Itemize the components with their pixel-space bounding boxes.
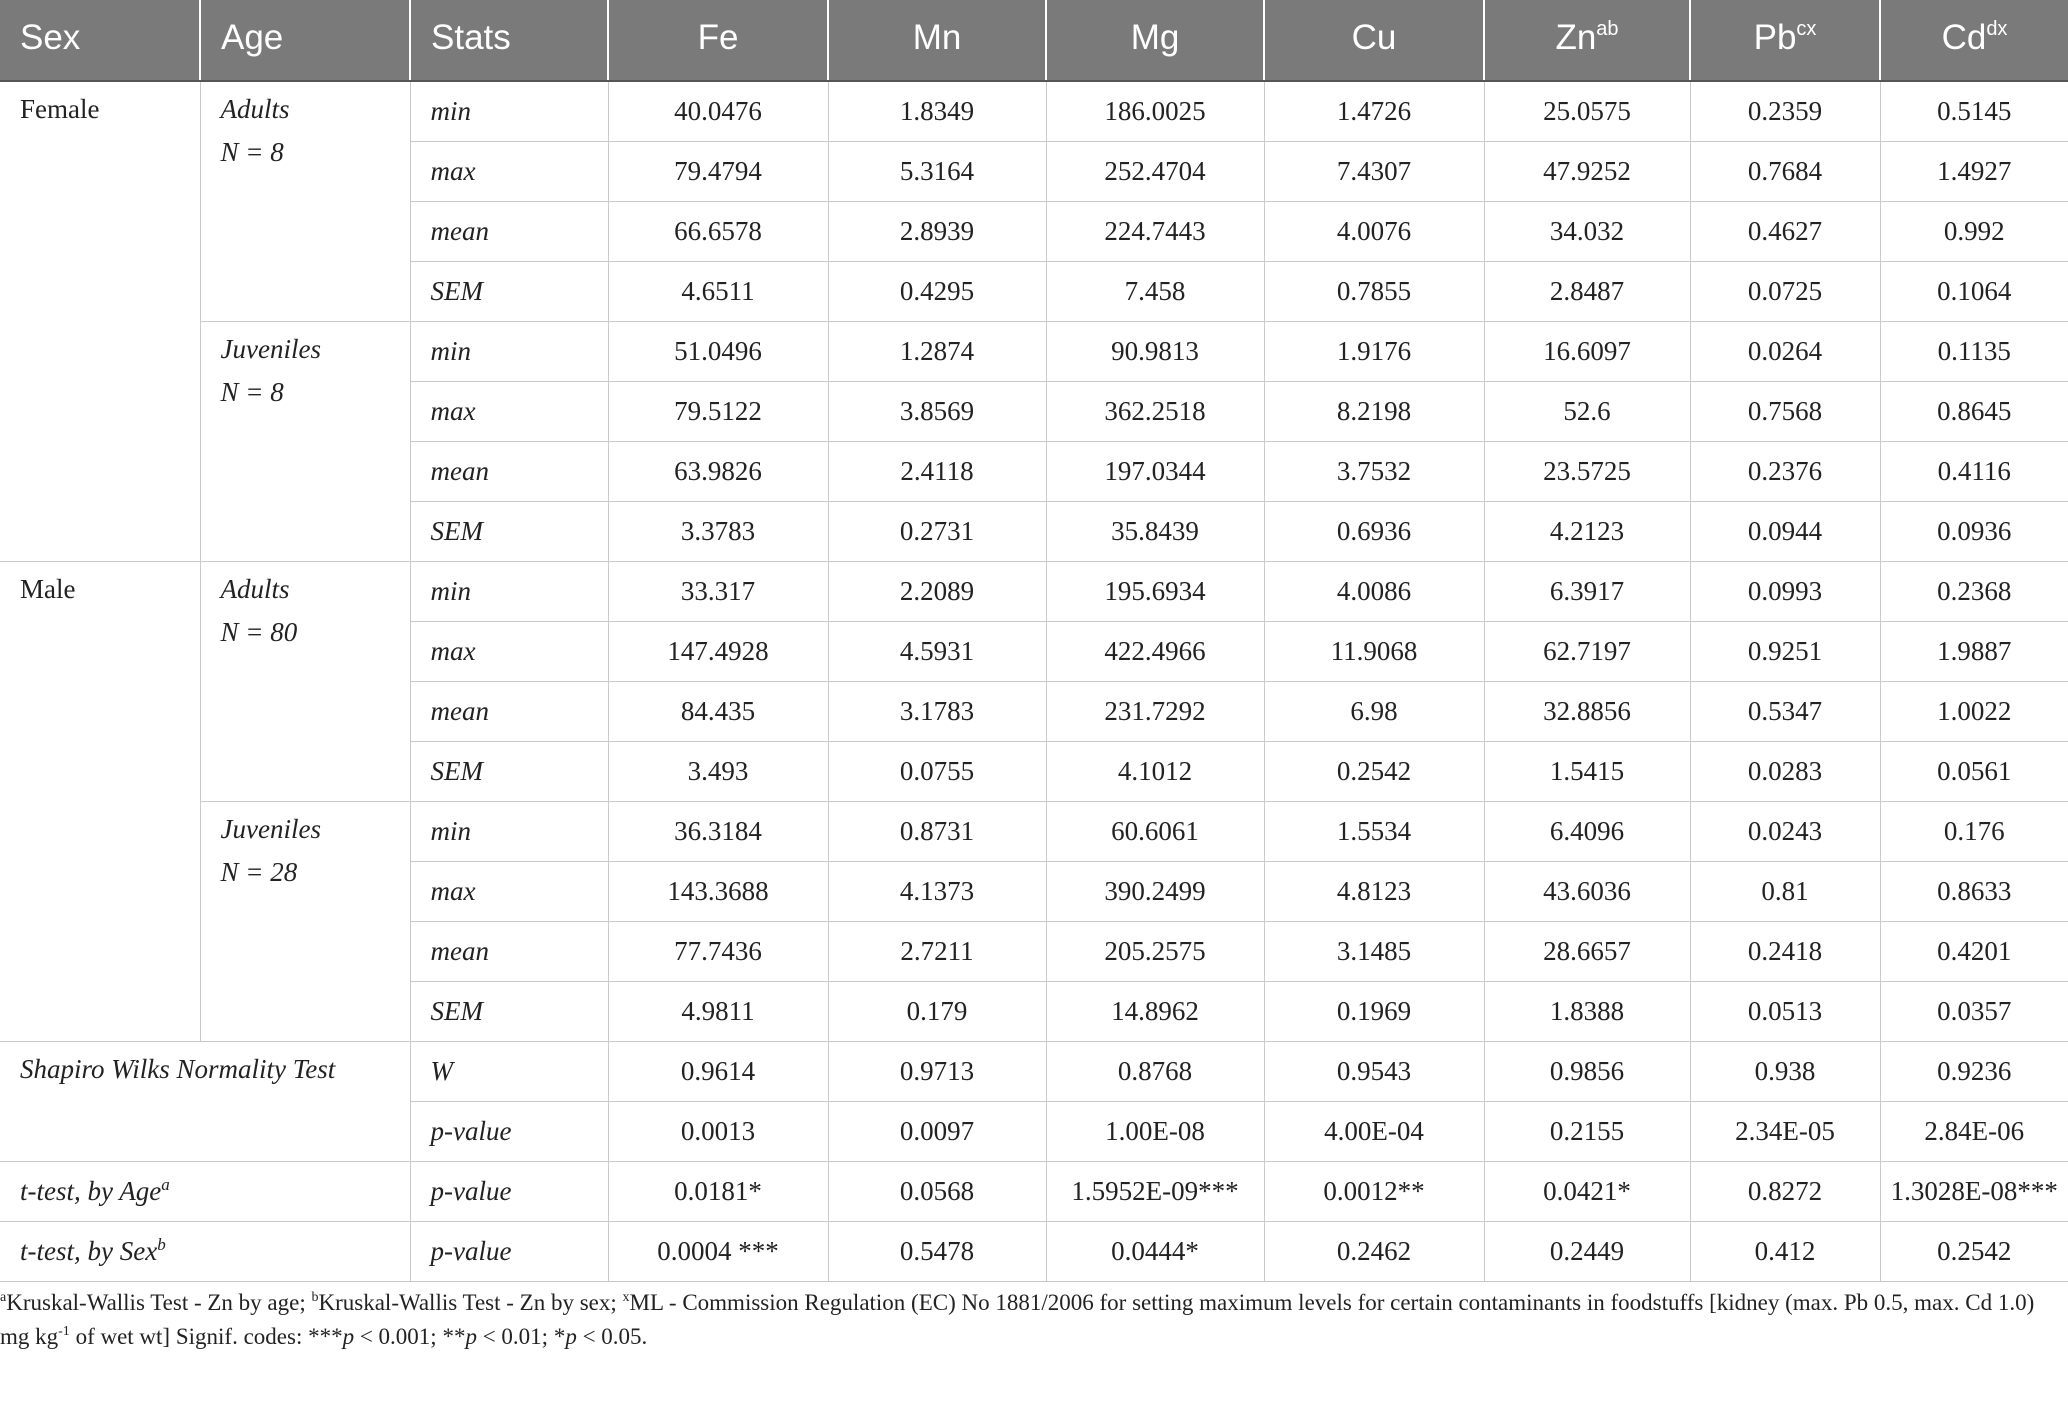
value-cu: 8.2198: [1264, 382, 1484, 442]
value-mn: 4.5931: [828, 622, 1046, 682]
value-mg: 7.458: [1046, 262, 1264, 322]
value-mn: 2.2089: [828, 562, 1046, 622]
sample-size: N = 80: [220, 617, 298, 647]
header-pb-superscript: cx: [1796, 18, 1817, 40]
value-fe: 3.493: [608, 742, 828, 802]
header-mn: Mn: [828, 0, 1046, 81]
signif-code-1-p: p: [342, 1324, 355, 1349]
value-cd: 0.8633: [1880, 862, 2068, 922]
value-zn: 23.5725: [1484, 442, 1690, 502]
ttest-age-label: [0, 1162, 410, 1222]
stat-label: mean: [410, 922, 608, 982]
value-zn: 47.9252: [1484, 142, 1690, 202]
test-name: t-test, by Age: [20, 1176, 162, 1206]
footnote-a-text: Kruskal-Wallis Test - Zn by age;: [6, 1290, 312, 1315]
header-fe: Fe: [608, 0, 828, 81]
value-pb: 0.412: [1690, 1222, 1880, 1282]
footnote-x-marker: x: [622, 1290, 630, 1305]
value-mg: 35.8439: [1046, 502, 1264, 562]
value-pb: 0.2359: [1690, 81, 1880, 142]
stat-label: p-value: [410, 1102, 608, 1162]
value-mg: 362.2518: [1046, 382, 1264, 442]
value-mg: 1.00E-08: [1046, 1102, 1264, 1162]
table-row: [0, 81, 2068, 142]
value-cu: 0.2462: [1264, 1222, 1484, 1282]
footnote-x-text: ML - Commission Regulation (EC) No 1881/2006 for setting maximum levels for certain contaminants in foodstuffs [kidney (max. Pb 0.5, max. Cd 1.0) mg kg: [0, 1290, 2035, 1349]
value-cu: 6.98: [1264, 682, 1484, 742]
value-mg: 0.0444*: [1046, 1222, 1264, 1282]
header-pb-label: Pb: [1753, 18, 1797, 57]
stat-label: p-value: [410, 1222, 608, 1282]
value-pb: 0.938: [1690, 1042, 1880, 1102]
value-fe: 0.0004 ***: [608, 1222, 828, 1282]
age-cell: [200, 802, 410, 1042]
table-row: [0, 1162, 2068, 1222]
stat-label: max: [410, 622, 608, 682]
value-cd: 0.8645: [1880, 382, 2068, 442]
signif-code-3: *: [553, 1324, 566, 1349]
value-zn: 28.6657: [1484, 922, 1690, 982]
sample-size: N = 8: [220, 137, 284, 167]
value-mg: 252.4704: [1046, 142, 1264, 202]
value-cu: 0.7855: [1264, 262, 1484, 322]
value-cd: 2.84E-06: [1880, 1102, 2068, 1162]
value-zn: 0.2449: [1484, 1222, 1690, 1282]
value-mn: 0.0568: [828, 1162, 1046, 1222]
value-cu: 3.1485: [1264, 922, 1484, 982]
value-mg: 1.5952E-09***: [1046, 1162, 1264, 1222]
value-zn: 6.4096: [1484, 802, 1690, 862]
header-stats: Stats: [410, 0, 608, 81]
value-cd: 1.0022: [1880, 682, 2068, 742]
value-mg: 90.9813: [1046, 322, 1264, 382]
value-pb: 0.7568: [1690, 382, 1880, 442]
signif-code-2-threshold: < 0.01;: [476, 1324, 554, 1349]
value-pb: 0.9251: [1690, 622, 1880, 682]
test-name: t-test, by Sex: [20, 1236, 158, 1266]
table-row: [0, 1042, 2068, 1102]
value-mn: 0.0097: [828, 1102, 1046, 1162]
age-label: Adults: [220, 94, 290, 124]
value-cu: 0.1969: [1264, 982, 1484, 1042]
value-fe: 4.9811: [608, 982, 828, 1042]
stat-label: max: [410, 142, 608, 202]
value-cd: 0.2368: [1880, 562, 2068, 622]
header-age: Age: [200, 0, 410, 81]
value-zn: 52.6: [1484, 382, 1690, 442]
value-cu: 0.9543: [1264, 1042, 1484, 1102]
header-sex: Sex: [0, 0, 200, 81]
value-fe: 66.6578: [608, 202, 828, 262]
test-superscript: b: [157, 1235, 166, 1254]
value-zn: 16.6097: [1484, 322, 1690, 382]
value-fe: 77.7436: [608, 922, 828, 982]
value-cu: 7.4307: [1264, 142, 1484, 202]
value-pb: 0.0513: [1690, 982, 1880, 1042]
value-zn: 4.2123: [1484, 502, 1690, 562]
value-cu: 11.9068: [1264, 622, 1484, 682]
value-cu: 3.7532: [1264, 442, 1484, 502]
value-mg: 422.4966: [1046, 622, 1264, 682]
value-fe: 84.435: [608, 682, 828, 742]
age-cell: [200, 81, 410, 322]
value-cd: 0.5145: [1880, 81, 2068, 142]
stat-label: SEM: [410, 742, 608, 802]
header-pb: [1690, 0, 1880, 81]
value-cu: 0.6936: [1264, 502, 1484, 562]
value-mg: 195.6934: [1046, 562, 1264, 622]
value-mn: 3.1783: [828, 682, 1046, 742]
value-mn: 2.7211: [828, 922, 1046, 982]
value-fe: 40.0476: [608, 81, 828, 142]
value-zn: 25.0575: [1484, 81, 1690, 142]
table-footnote: [0, 1282, 2068, 1354]
stat-label: mean: [410, 202, 608, 262]
value-cu: 0.0012**: [1264, 1162, 1484, 1222]
value-fe: 0.0013: [608, 1102, 828, 1162]
value-fe: 147.4928: [608, 622, 828, 682]
value-mn: 2.8939: [828, 202, 1046, 262]
value-pb: 0.0725: [1690, 262, 1880, 322]
value-pb: 0.0993: [1690, 562, 1880, 622]
value-cd: 0.992: [1880, 202, 2068, 262]
value-mn: 1.8349: [828, 81, 1046, 142]
age-label: Adults: [220, 574, 290, 604]
footnote-unit-exponent: -1: [58, 1324, 70, 1339]
footnote-x-text-end: of wet wt] Signif. codes:: [69, 1324, 309, 1349]
value-fe: 3.3783: [608, 502, 828, 562]
value-zn: 1.8388: [1484, 982, 1690, 1042]
stat-label: SEM: [410, 262, 608, 322]
value-fe: 0.9614: [608, 1042, 828, 1102]
value-cu: 4.0086: [1264, 562, 1484, 622]
header-mg: Mg: [1046, 0, 1264, 81]
value-pb: 0.7684: [1690, 142, 1880, 202]
value-mn: 0.9713: [828, 1042, 1046, 1102]
value-mg: 231.7292: [1046, 682, 1264, 742]
table-row: [0, 802, 2068, 862]
sex-cell: Female: [0, 81, 200, 562]
header-zn-label: Zn: [1555, 18, 1597, 57]
stat-label: min: [410, 322, 608, 382]
value-fe: 143.3688: [608, 862, 828, 922]
value-fe: 79.4794: [608, 142, 828, 202]
value-cd: 0.1135: [1880, 322, 2068, 382]
sample-size: N = 28: [220, 857, 298, 887]
value-cd: 1.4927: [1880, 142, 2068, 202]
signif-code-1-threshold: < 0.001;: [354, 1324, 443, 1349]
value-mg: 390.2499: [1046, 862, 1264, 922]
age-label: Juveniles: [220, 334, 321, 364]
table-body: [0, 81, 2068, 1282]
stat-label: p-value: [410, 1162, 608, 1222]
header-cd-label: Cd: [1941, 18, 1987, 57]
stat-label: mean: [410, 682, 608, 742]
header-row: [0, 0, 2068, 81]
value-cd: 0.0936: [1880, 502, 2068, 562]
value-pb: 2.34E-05: [1690, 1102, 1880, 1162]
value-cd: 0.0561: [1880, 742, 2068, 802]
value-fe: 51.0496: [608, 322, 828, 382]
stat-label: SEM: [410, 502, 608, 562]
age-cell: [200, 322, 410, 562]
age-cell: [200, 562, 410, 802]
value-zn: 32.8856: [1484, 682, 1690, 742]
value-pb: 0.2418: [1690, 922, 1880, 982]
sample-size: N = 8: [220, 377, 284, 407]
header-zn-superscript: ab: [1596, 18, 1619, 40]
value-mg: 4.1012: [1046, 742, 1264, 802]
stat-label: min: [410, 81, 608, 142]
value-cu: 1.4726: [1264, 81, 1484, 142]
value-cu: 0.2542: [1264, 742, 1484, 802]
value-fe: 0.0181*: [608, 1162, 828, 1222]
value-mg: 0.8768: [1046, 1042, 1264, 1102]
value-mg: 197.0344: [1046, 442, 1264, 502]
value-zn: 0.0421*: [1484, 1162, 1690, 1222]
value-mn: 0.2731: [828, 502, 1046, 562]
signif-code-1: ***: [308, 1324, 343, 1349]
value-mn: 0.0755: [828, 742, 1046, 802]
stat-label: W: [410, 1042, 608, 1102]
value-cd: 0.4116: [1880, 442, 2068, 502]
value-zn: 0.2155: [1484, 1102, 1690, 1162]
value-fe: 63.9826: [608, 442, 828, 502]
footnote-a-marker: a: [0, 1290, 7, 1305]
value-mg: 14.8962: [1046, 982, 1264, 1042]
value-mn: 0.8731: [828, 802, 1046, 862]
value-mg: 224.7443: [1046, 202, 1264, 262]
stat-label: max: [410, 382, 608, 442]
value-mn: 0.4295: [828, 262, 1046, 322]
value-fe: 4.6511: [608, 262, 828, 322]
value-cd: 1.9887: [1880, 622, 2068, 682]
value-pb: 0.4627: [1690, 202, 1880, 262]
value-pb: 0.0283: [1690, 742, 1880, 802]
value-mn: 5.3164: [828, 142, 1046, 202]
stat-label: min: [410, 802, 608, 862]
value-zn: 43.6036: [1484, 862, 1690, 922]
value-zn: 34.032: [1484, 202, 1690, 262]
ttest-sex-label: [0, 1222, 410, 1282]
value-zn: 2.8487: [1484, 262, 1690, 322]
value-cd: 1.3028E-08***: [1880, 1162, 2068, 1222]
value-mn: 3.8569: [828, 382, 1046, 442]
test-superscript: a: [161, 1175, 170, 1194]
value-cu: 4.8123: [1264, 862, 1484, 922]
footnote-b-text: Kruskal-Wallis Test - Zn by sex;: [318, 1290, 623, 1315]
value-cu: 1.5534: [1264, 802, 1484, 862]
age-label: Juveniles: [220, 814, 321, 844]
value-cd: 0.9236: [1880, 1042, 2068, 1102]
value-pb: 0.0944: [1690, 502, 1880, 562]
value-pb: 0.2376: [1690, 442, 1880, 502]
value-pb: 0.81: [1690, 862, 1880, 922]
value-mn: 4.1373: [828, 862, 1046, 922]
sex-cell: Male: [0, 562, 200, 1042]
shapiro-label: Shapiro Wilks Normality Test: [0, 1042, 410, 1162]
value-cd: 0.176: [1880, 802, 2068, 862]
value-mn: 0.179: [828, 982, 1046, 1042]
value-pb: 0.5347: [1690, 682, 1880, 742]
value-zn: 1.5415: [1484, 742, 1690, 802]
value-mg: 205.2575: [1046, 922, 1264, 982]
stat-label: SEM: [410, 982, 608, 1042]
value-zn: 0.9856: [1484, 1042, 1690, 1102]
value-cd: 0.0357: [1880, 982, 2068, 1042]
value-mn: 1.2874: [828, 322, 1046, 382]
header-cu: Cu: [1264, 0, 1484, 81]
stat-label: max: [410, 862, 608, 922]
value-pb: 0.8272: [1690, 1162, 1880, 1222]
value-cu: 1.9176: [1264, 322, 1484, 382]
signif-code-3-p: p: [565, 1324, 577, 1349]
value-cd: 0.1064: [1880, 262, 2068, 322]
header-zn: [1484, 0, 1690, 81]
footnote-b-marker: b: [311, 1290, 319, 1305]
value-zn: 62.7197: [1484, 622, 1690, 682]
value-fe: 33.317: [608, 562, 828, 622]
header-cd: [1880, 0, 2068, 81]
value-cu: 4.0076: [1264, 202, 1484, 262]
value-zn: 6.3917: [1484, 562, 1690, 622]
value-cu: 4.00E-04: [1264, 1102, 1484, 1162]
signif-code-3-threshold: < 0.05.: [576, 1324, 648, 1349]
value-mg: 60.6061: [1046, 802, 1264, 862]
value-cd: 0.2542: [1880, 1222, 2068, 1282]
header-cd-superscript: dx: [1986, 18, 2008, 40]
value-pb: 0.0264: [1690, 322, 1880, 382]
value-fe: 36.3184: [608, 802, 828, 862]
signif-code-2: **: [442, 1324, 466, 1349]
table-row: [0, 322, 2068, 382]
table-row: [0, 562, 2068, 622]
value-mn: 0.5478: [828, 1222, 1046, 1282]
stat-label: min: [410, 562, 608, 622]
value-cd: 0.4201: [1880, 922, 2068, 982]
value-mn: 2.4118: [828, 442, 1046, 502]
value-mg: 186.0025: [1046, 81, 1264, 142]
signif-code-2-p: p: [465, 1324, 477, 1349]
value-pb: 0.0243: [1690, 802, 1880, 862]
value-fe: 79.5122: [608, 382, 828, 442]
table-row: [0, 1222, 2068, 1282]
stat-label: mean: [410, 442, 608, 502]
